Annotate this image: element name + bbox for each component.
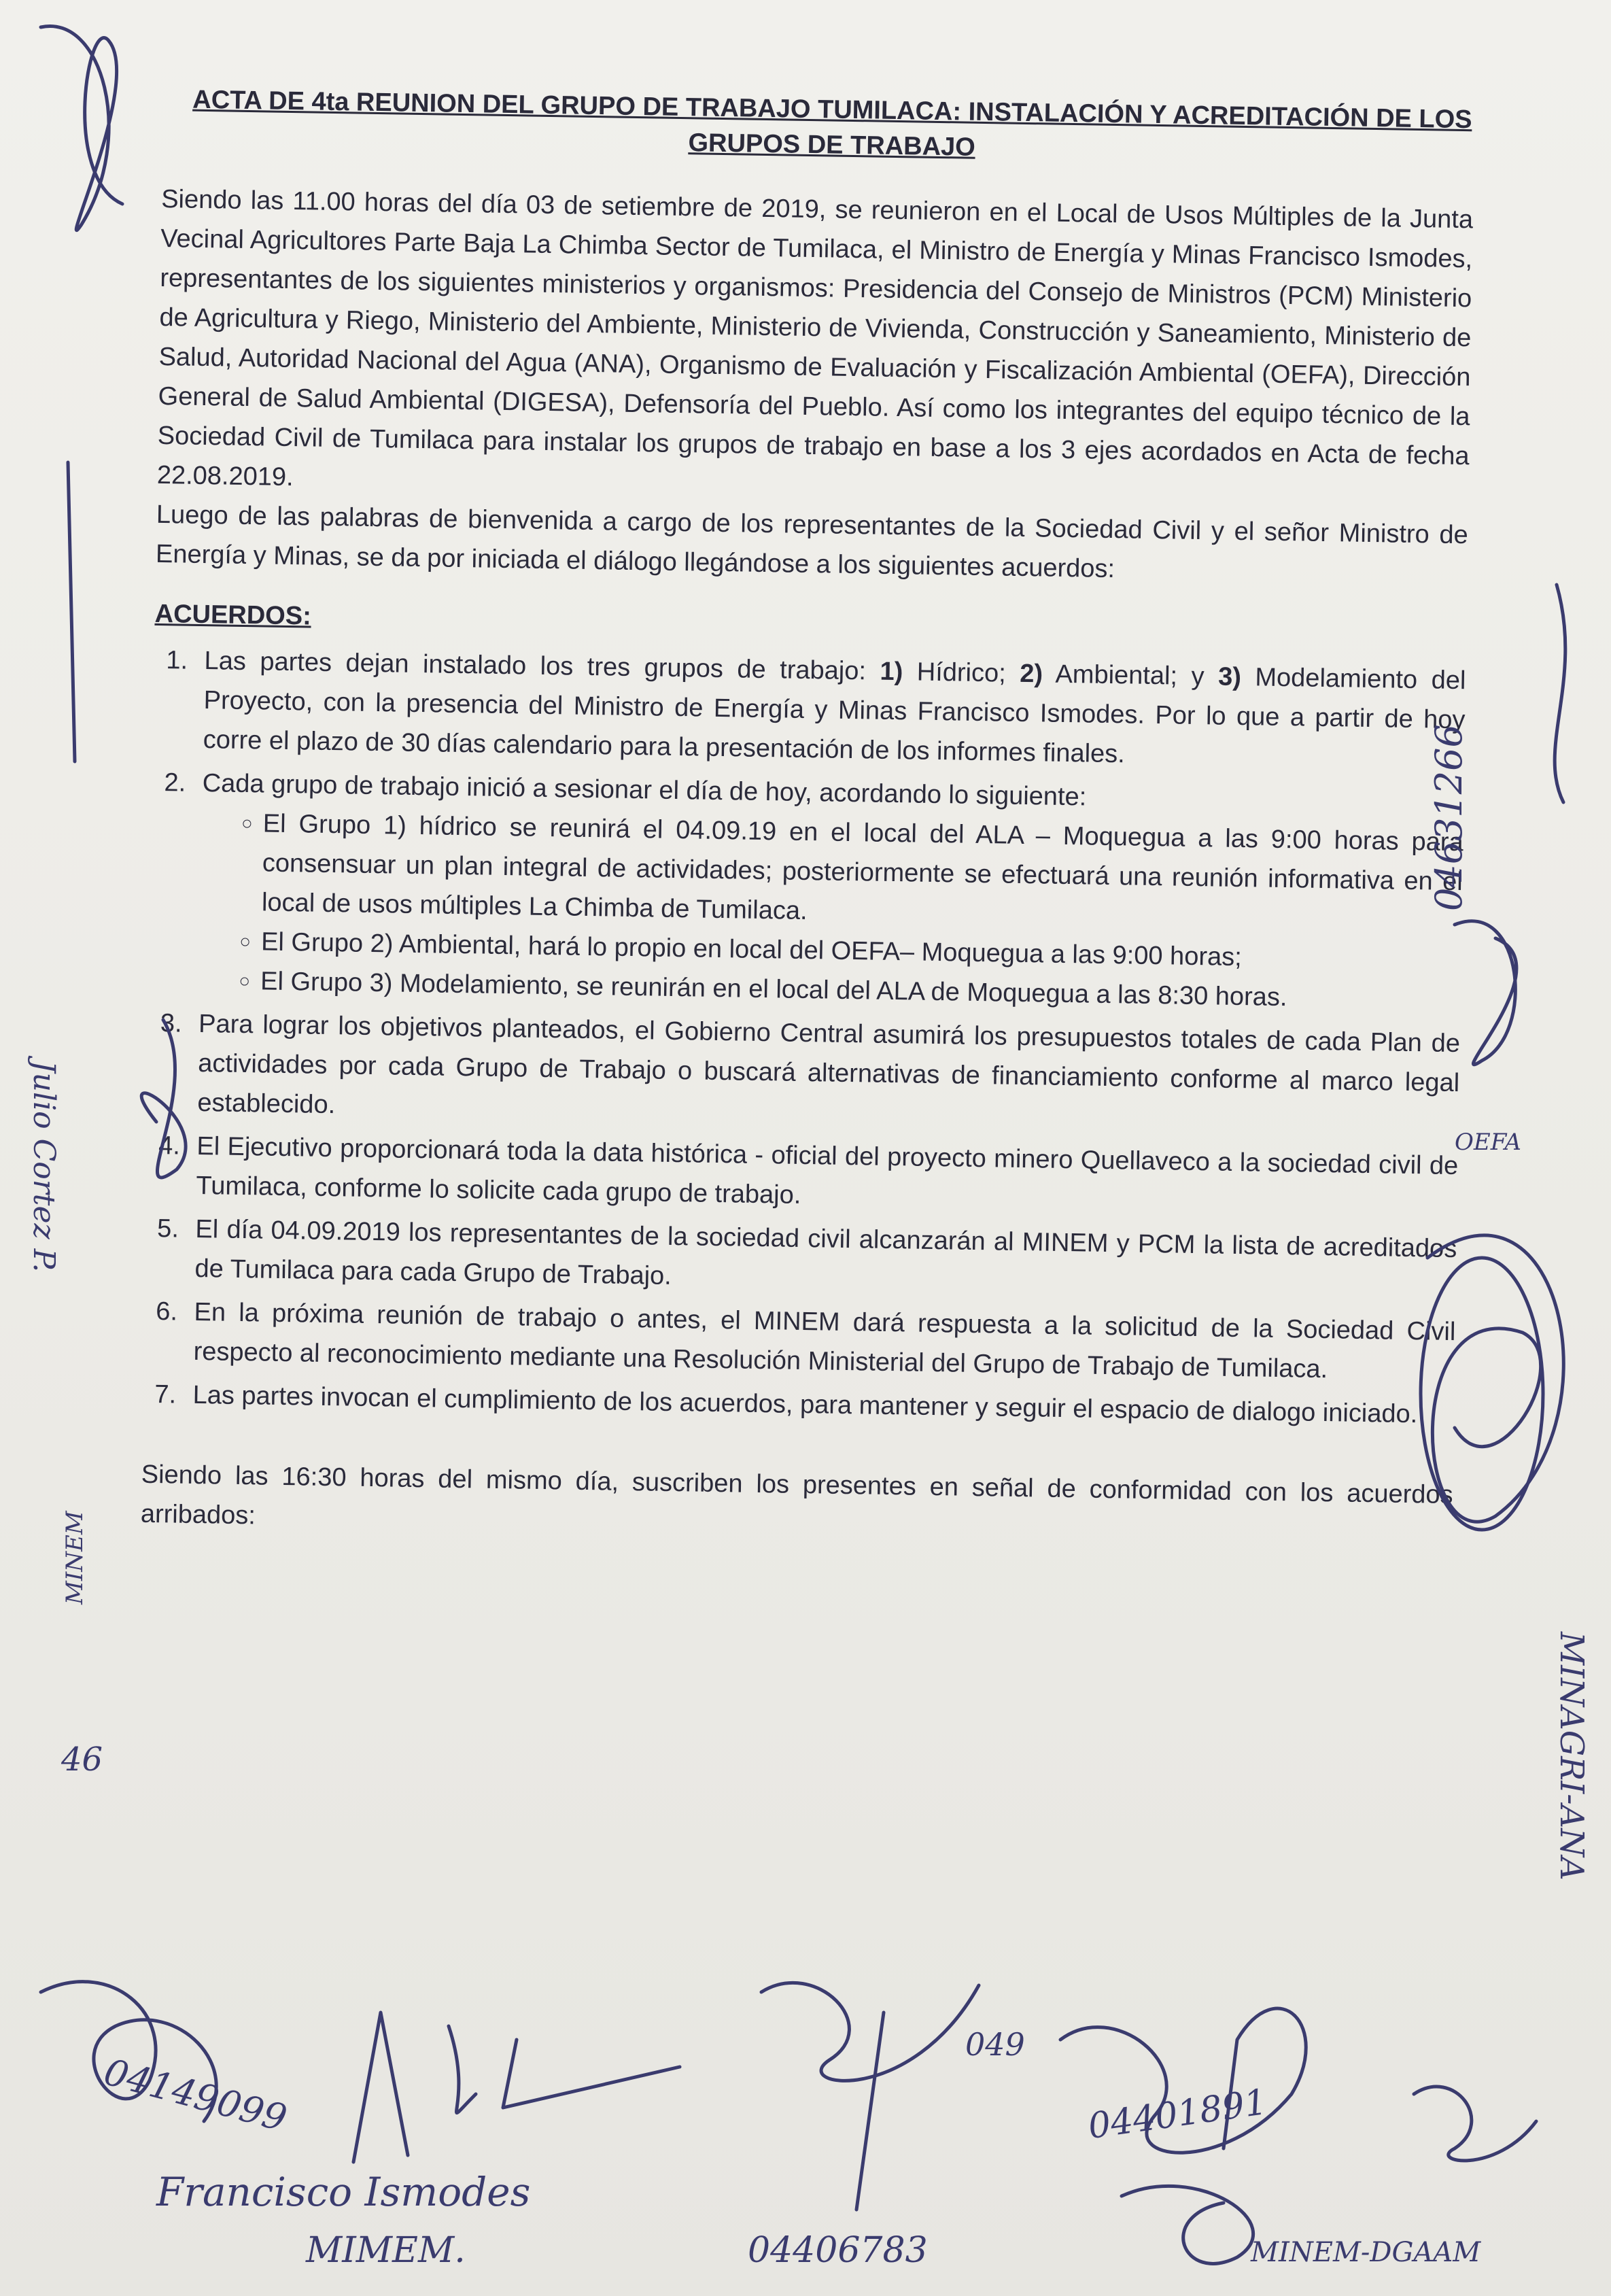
intro-paragraph-1: Siendo las 11.00 horas del día 03 de setiembre de 2019, se reunieron en el Local de Usos Múltiples de la Junta Vecinal Agricultores Parte Baja La Chimba Sector de Tumilaca, el Ministro de Energía y Minas Francisco Ismodes, representantes de los siguientes ministerios y organismos: Presidencia del Consejo de Ministros (PCM) Ministerio de Agricultura y Riego, Ministerio del Ambiente, Ministerio de Vivienda, Construcción y Saneamiento, Ministerio de Salud, Autoridad Nacional del Agua (ANA), Organismo de Evaluación y Fiscalización Ambiental (OEFA), Dirección General de Salud Ambiental (DIGESA), Defensoría del Pueblo. Así como los integrantes del equipo técnico de la Sociedad Civil de Tumilaca para instalar los grupos de trabajo en base a los 3 ejes acordados en Acta de fecha 22.08.2019.: [156, 184, 1474, 492]
handwritten-right-vertical: MINAGRI-ANA: [1553, 1632, 1591, 1881]
acuerdo-item-6: 6. En la próxima reunión de trabajo o antes, el MINEM dará respuesta a la solicitud de la Sociedad Civil respecto al reconocimiento mediante una Resolución Ministerial del Grupo de Trabajo de Tumilaca.: [184, 1292, 1456, 1391]
bullet-grupo-3: ◦ El Grupo 3) Modelamiento, se reunirán en el local del ALA de Moquegua a las 8:30 horas.: [260, 961, 1461, 1020]
handwritten-minister-name: Francisco Ismodes: [156, 2169, 531, 2215]
acuerdo-item-1: [193, 641, 1466, 779]
acuerdo-1-text-b: Modelamiento del Proyecto, con la presencia del Ministro de Energía y Minas Francisco Ismodes. Por lo que a partir de hoy corre el plazo de 30 días calendario para la presentación de los informes finales.: [203, 663, 1466, 769]
acuerdo-1-text-2: Ambiental; y: [1042, 659, 1219, 691]
acuerdo-item-3: 3. Para lograr los objetivos planteados, el Gobierno Central asumirá los presupuestos totales de cada Plan de actividades por cada Grupo de Trabajo o buscará alternativas de financiamiento conforme al marco legal establecido.: [188, 1004, 1461, 1142]
acuerdos-list: [142, 640, 1466, 1435]
acuerdo-item-7: 7. Las partes invocan el cumplimiento de los acuerdos, para mantener y seguir el espacio de dialogo iniciado.: [183, 1375, 1455, 1435]
acuerdo-item-5: 5. El día 04.09.2019 los representantes de la sociedad civil alcanzarán al MINEM y PCM la lista de acreditados de Tumilaca para cada Grupo de Trabajo.: [185, 1210, 1457, 1308]
acuerdo-1-num-1: 1): [880, 657, 903, 687]
handwritten-bottom-right: MINEM-DGAAM: [1251, 2237, 1481, 2268]
bullet-grupo-2: ◦ El Grupo 2) Ambiental, hará lo propio en local del OEFA– Moquegua a las 9:00 horas;: [261, 922, 1462, 980]
bullet-grupo-1: ◦ El Grupo 1) hídrico se reunirá el 04.09.19 en el local del ALA – Moquegua a las 9:00 horas para consensuar un plan integral de actividades; posteriormente se efectuará una reunión informativa en el local de usos múltiples La Chimba de Tumilaca.: [262, 804, 1464, 941]
acuerdo-1-text-1: Hídrico;: [902, 657, 1020, 688]
handwritten-left-number: 46: [61, 1741, 103, 1779]
handwritten-oefa: OEFA: [1455, 1129, 1521, 1156]
document-title: ACTA DE 4ta REUNION DEL GRUPO DE TRABAJO TUMILACA: INSTALACIÓN Y ACREDITACIÓN DE LOS GRUPOS DE TRABAJO: [192, 85, 1472, 162]
document-body: [140, 82, 1474, 1554]
acuerdo-item-4: 4. El Ejecutivo proporcionará toda la data histórica - oficial del proyecto minero Quellaveco a la sociedad civil de Tumilaca, conforme lo solicite cada grupo de trabajo.: [186, 1127, 1459, 1225]
acuerdo-1-num-3: 3): [1217, 662, 1242, 692]
acuerdos-heading: ACUERDOS:: [154, 599, 312, 631]
handwritten-number-a: 04149099: [99, 2050, 292, 2140]
acuerdo-2-text: Cada grupo de trabajo inició a sesionar el día de hoy, acordando lo siguiente:: [202, 769, 1087, 812]
handwritten-minem: MIMEM.: [306, 2230, 466, 2271]
acuerdo-2-bullets: [199, 803, 1463, 1020]
handwritten-left-org: MINEM: [61, 1511, 88, 1605]
closing-paragraph: Siendo las 16:30 horas del mismo día, suscriben los presentes en señal de conformidad con los acuerdos arribados:: [140, 1460, 1453, 1530]
acuerdo-item-2: [190, 764, 1464, 1020]
handwritten-right-number: 04631266: [1427, 724, 1470, 911]
acuerdo-1-num-2: 2): [1019, 659, 1043, 689]
handwritten-number-c: 04401891: [1086, 2081, 1270, 2148]
acuerdo-1-text-a: Las partes dejan instalado los tres grupos de trabajo:: [204, 647, 880, 686]
handwritten-number-b: 04406783: [748, 2230, 928, 2271]
intro-paragraph-2: Luego de las palabras de bienvenida a cargo de los representantes de la Sociedad Civil y el señor Ministro de Energía y Minas, se da por iniciada el diálogo llegándose a los siguientes acuerdos:: [155, 500, 1469, 584]
handwritten-left-vertical: Julio Cortez P.: [27, 1061, 61, 1273]
handwritten-number-d: 049: [965, 2026, 1025, 2063]
